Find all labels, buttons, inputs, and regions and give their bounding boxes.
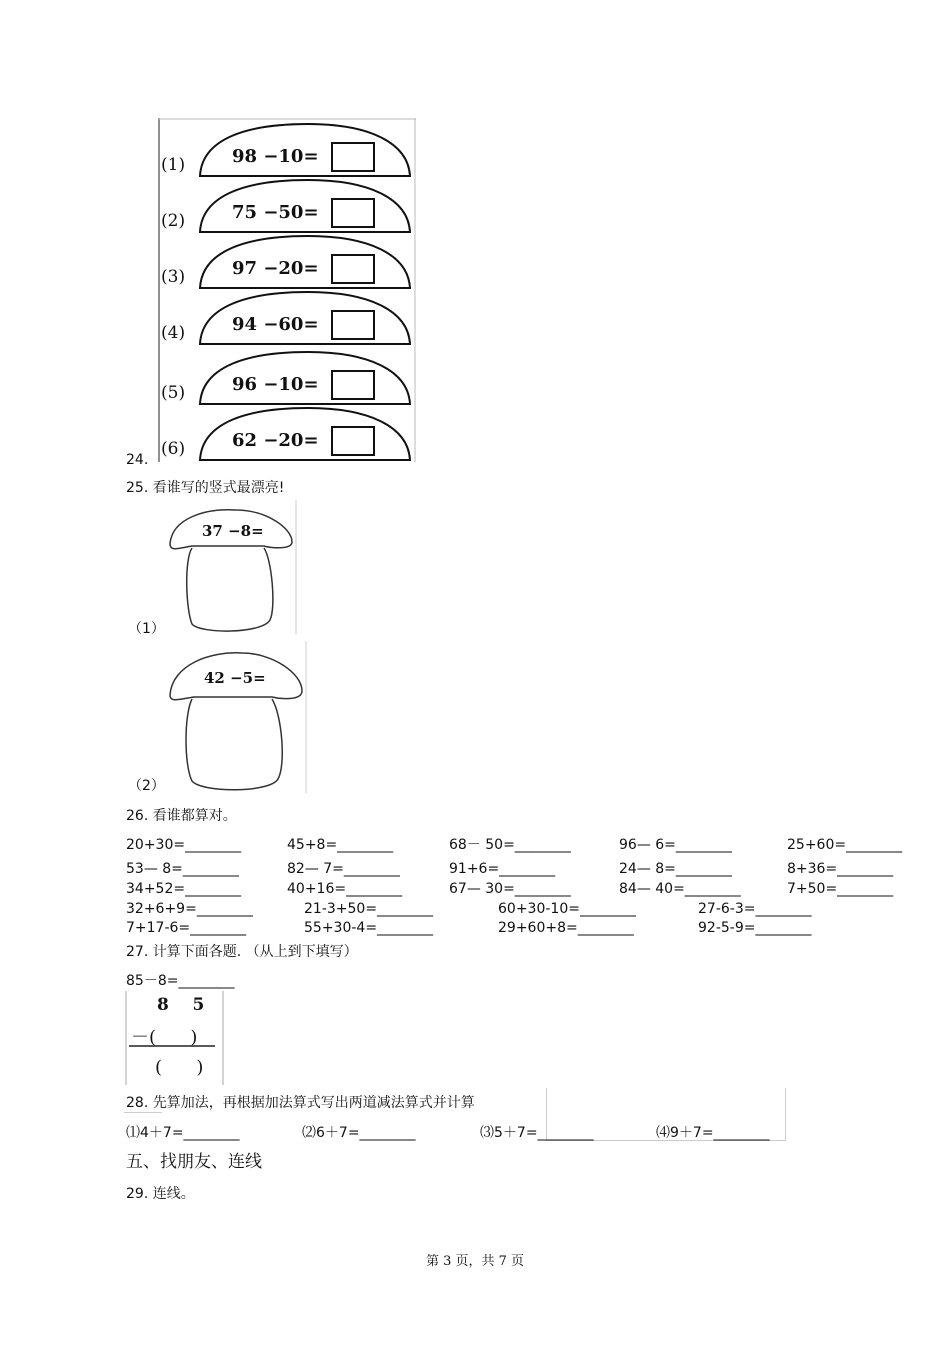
q26-problem: 53— 8=________ xyxy=(126,861,239,877)
dome-item-expression: 75 −50= xyxy=(232,202,319,223)
answer-box[interactable] xyxy=(332,143,374,171)
q25-title: 25. 看谁写的竖式最漂亮! xyxy=(126,480,285,496)
q26-problem: 20+30=________ xyxy=(126,837,242,853)
mushroom-2-label: （2） xyxy=(128,778,165,794)
q26-problem: 68－ 50=________ xyxy=(449,837,571,853)
mushroom-1-svg xyxy=(166,500,298,634)
dome-item-label: (5) xyxy=(161,383,186,403)
q27-result-row: ( ) xyxy=(155,1057,204,1078)
q24-figure xyxy=(158,118,416,462)
dome-item-expression: 97 −20= xyxy=(232,258,319,279)
mushroom-2-expr: 42 −5= xyxy=(204,669,266,687)
q26-problem: 24— 8=________ xyxy=(619,861,732,877)
answer-box[interactable] xyxy=(332,199,374,227)
q26-problem: 96— 6=________ xyxy=(619,837,732,853)
q26-problem: 32+6+9=________ xyxy=(126,901,253,917)
q27-title: 27. 计算下面各题. （从上到下填写） xyxy=(126,944,358,960)
q26-problem: 34+52=________ xyxy=(126,881,242,897)
q26-problem: 27-6-3=________ xyxy=(698,901,812,917)
q24-figure-svg xyxy=(158,118,416,462)
q24-number: 24. xyxy=(126,452,149,468)
q28-title: 28. 先算加法，再根据加法算式写出两道减法算式并计算 xyxy=(126,1095,475,1111)
q26-problem: 55+30-4=________ xyxy=(304,920,434,936)
mushroom-1-label: （1） xyxy=(128,621,165,637)
q26-problem: 7+50=________ xyxy=(787,881,894,897)
q25-mushroom-2 xyxy=(166,641,308,793)
q26-problem: 8+36=________ xyxy=(787,861,894,877)
dome-item-expression: 94 −60= xyxy=(232,314,319,335)
dome-item-label: (2) xyxy=(161,211,186,231)
dome-item-label: (4) xyxy=(161,323,186,343)
mushroom-2-svg xyxy=(166,641,308,793)
section-5-title: 五、找朋友、连线 xyxy=(126,1152,262,1172)
q26-problem: 40+16=________ xyxy=(287,881,403,897)
dome-item-expression: 98 −10= xyxy=(232,146,319,167)
q28-problem: ⑷9＋7=________ xyxy=(656,1125,770,1141)
answer-box[interactable] xyxy=(332,255,374,283)
answer-box[interactable] xyxy=(332,427,374,455)
q26-problem: 60+30-10=________ xyxy=(498,901,636,917)
page-footer: 第 3 页，共 7 页 xyxy=(425,1254,525,1269)
dome-item-label: (1) xyxy=(161,155,186,175)
q26-problem: 7+17-6=________ xyxy=(126,920,247,936)
q26-problem: 45+8=________ xyxy=(287,837,394,853)
q26-problem: 21-3+50=________ xyxy=(304,901,434,917)
dome-item-expression: 62 −20= xyxy=(232,430,319,451)
dome-item-expression: 96 −10= xyxy=(232,374,319,395)
q28-problem: ⑴4＋7=________ xyxy=(126,1125,240,1141)
q25-mushroom-1 xyxy=(166,500,298,634)
q28-divider xyxy=(124,1112,162,1113)
q29-title: 29. 连线。 xyxy=(126,1186,195,1202)
q28-problem: ⑵6＋7=________ xyxy=(302,1125,416,1141)
answer-box[interactable] xyxy=(332,371,374,399)
q26-problem: 84— 40=________ xyxy=(619,881,741,897)
mushroom-1-expr: 37 −8= xyxy=(202,522,264,540)
q27-digits: 8 5 xyxy=(157,995,205,1015)
q26-problem: 92-5-9=________ xyxy=(698,920,812,936)
q27-expr: 85－8=________ xyxy=(126,973,235,989)
q27-vertical-figure xyxy=(125,991,225,1085)
q28-problem: ⑶5＋7=________ xyxy=(480,1125,594,1141)
q26-title: 26. 看谁都算对。 xyxy=(126,808,237,824)
answer-box[interactable] xyxy=(332,311,374,339)
q26-problem: 67— 30=________ xyxy=(449,881,571,897)
q26-problem: 25+60=________ xyxy=(787,837,903,853)
q26-problem: 82— 7=________ xyxy=(287,861,400,877)
dome-item-label: (6) xyxy=(161,439,186,459)
dome-item-label: (3) xyxy=(161,267,186,287)
q26-problem: 29+60+8=________ xyxy=(498,920,634,936)
q27-minus-row: －( ) xyxy=(131,1027,198,1048)
q26-problem: 91+6=________ xyxy=(449,861,556,877)
